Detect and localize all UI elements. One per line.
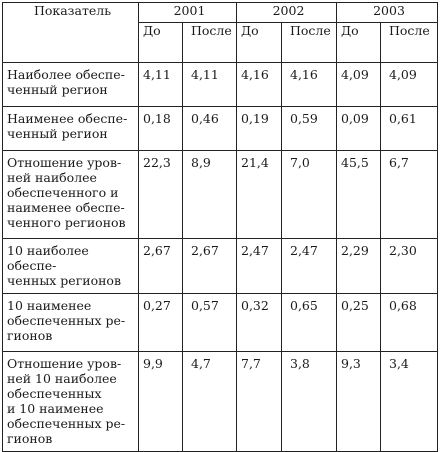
header-row-years [3, 3, 438, 23]
cell-value: 0,18 [139, 107, 183, 151]
cell-value: 45,5 [337, 151, 381, 239]
row-label [3, 107, 139, 151]
cell-value: 0,27 [139, 294, 183, 352]
cell-value: 2,67 [139, 239, 183, 294]
cell-value: 21,4 [237, 151, 282, 239]
row-label-line: ней наиболее [7, 170, 97, 185]
cell-value: 4,16 [237, 63, 282, 107]
row-label-line: обеспеченного и [7, 185, 119, 200]
cell-value: 0,32 [237, 294, 282, 352]
cell-value: 0,25 [337, 294, 381, 352]
cell-value: 7,0 [282, 151, 337, 239]
table-row [3, 151, 438, 239]
cell-value: 4,7 [183, 352, 237, 452]
year-header-2003: 2003 [337, 3, 438, 23]
row-label [3, 239, 139, 294]
row-label-line: ченных регионов [7, 273, 121, 288]
cell-value: 2,30 [381, 239, 438, 294]
cell-value: 4,16 [282, 63, 337, 107]
cell-value: 7,7 [237, 352, 282, 452]
row-label [3, 151, 139, 239]
cell-value: 0,61 [381, 107, 438, 151]
table-row [3, 239, 438, 294]
table-row [3, 294, 438, 352]
cell-value: 9,3 [337, 352, 381, 452]
subheader-after-2003: После [381, 23, 438, 63]
cell-value: 0,68 [381, 294, 438, 352]
row-label [3, 294, 139, 352]
indicator-column-header: Показатель [3, 3, 139, 63]
subheader-before-2002: До [237, 23, 282, 63]
cell-value: 4,09 [337, 63, 381, 107]
cell-value: 4,09 [381, 63, 438, 107]
cell-value: 0,09 [337, 107, 381, 151]
cell-value: 9,9 [139, 352, 183, 452]
row-label [3, 63, 139, 107]
cell-value: 3,4 [381, 352, 438, 452]
row-label-line: Наименее обеспе- [7, 111, 128, 126]
row-label-line: обеспеченных ре- [7, 416, 126, 431]
cell-value: 3,8 [282, 352, 337, 452]
row-label-line: 10 наименее [7, 298, 92, 313]
cell-value: 0,19 [237, 107, 282, 151]
indicators-table [2, 2, 438, 452]
subheader-before-2001: До [139, 23, 183, 63]
row-label-line: Отношение уров- [7, 155, 122, 170]
year-header-2001: 2001 [139, 3, 237, 23]
row-label-line: ченный регион [7, 126, 108, 141]
year-header-2002: 2002 [237, 3, 337, 23]
table-row [3, 352, 438, 452]
cell-value: 4,11 [139, 63, 183, 107]
cell-value: 0,46 [183, 107, 237, 151]
cell-value: 22,3 [139, 151, 183, 239]
subheader-after-2001: После [183, 23, 237, 63]
row-label-line: наименее обеспе- [7, 200, 125, 215]
row-label-line: Отношение уров- [7, 356, 122, 371]
row-label-line: ней 10 наиболее [7, 371, 117, 386]
cell-value: 6,7 [381, 151, 438, 239]
cell-value: 2,67 [183, 239, 237, 294]
cell-value: 0,59 [282, 107, 337, 151]
subheader-after-2002: После [282, 23, 337, 63]
cell-value: 2,29 [337, 239, 381, 294]
cell-value: 0,65 [282, 294, 337, 352]
row-label-line: гионов [7, 328, 53, 343]
row-label-line: обеспеченных ре- [7, 313, 126, 328]
row-label-line: гионов [7, 431, 53, 446]
cell-value: 2,47 [282, 239, 337, 294]
row-label-line: и 10 наименее [7, 401, 104, 416]
row-label-line: обеспеченных [7, 386, 102, 401]
cell-value: 4,11 [183, 63, 237, 107]
row-label-line: Наиболее обеспе- [7, 67, 125, 82]
row-label-line: ченный регион [7, 82, 108, 97]
cell-value: 2,47 [237, 239, 282, 294]
table-row [3, 63, 438, 107]
cell-value: 0,57 [183, 294, 237, 352]
row-label-line: 10 наиболее обеспе- [7, 243, 89, 273]
cell-value: 8,9 [183, 151, 237, 239]
row-label-line: ченного регионов [7, 215, 126, 230]
row-label [3, 352, 139, 452]
subheader-before-2003: До [337, 23, 381, 63]
table-row [3, 107, 438, 151]
